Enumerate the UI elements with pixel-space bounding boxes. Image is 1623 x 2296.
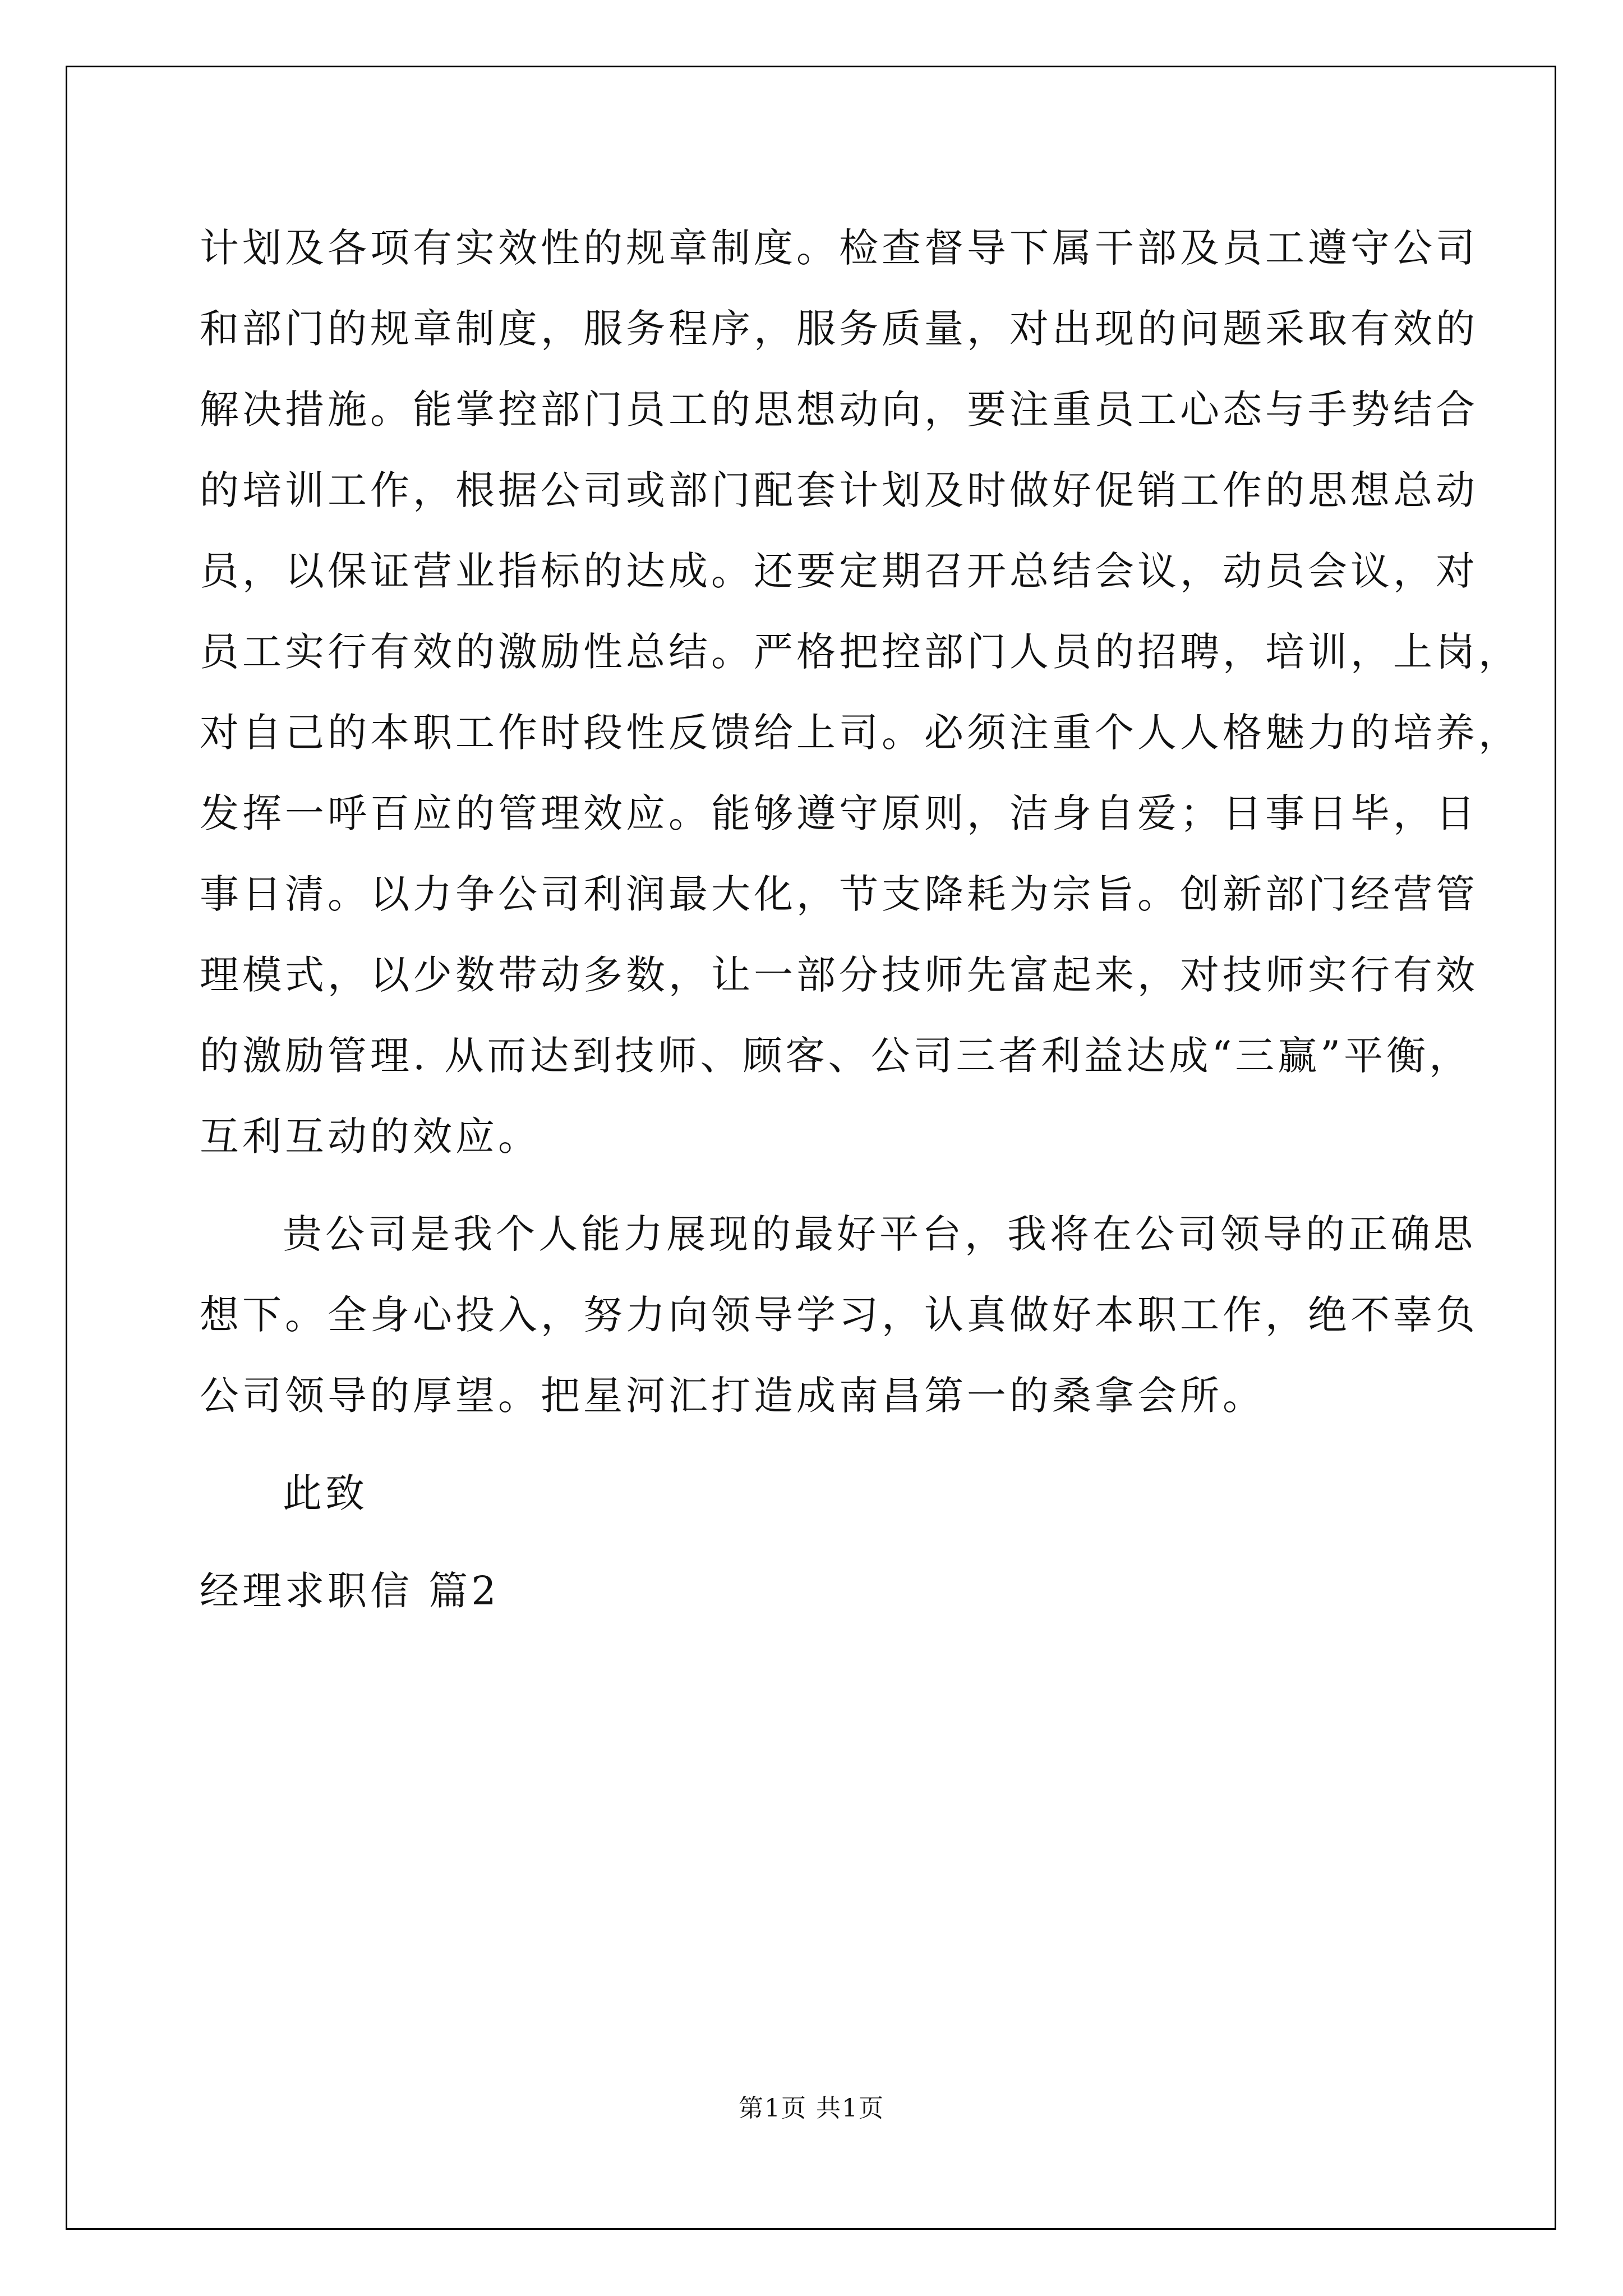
text-line: 想下。全身心投入，努力向领导学习，认真做好本职工作，绝不辜负 <box>200 1292 1478 1338</box>
text-line: 贵公司是我个人能力展现的最好平台，我将在公司领导的正确思 <box>283 1211 1476 1257</box>
closing-salutation: 此致 <box>283 1470 368 1516</box>
paragraph-2 <box>200 1194 1478 1436</box>
text-line: 的培训工作，根据公司或部门配套计划及时做好促销工作的思想总动 <box>200 467 1478 513</box>
text-line: 的激励管理. 从而达到技师、顾客、公司三者利益达成“三赢”平衡， <box>200 1033 1472 1079</box>
text-line: 解决措施。能掌控部门员工的思想动向，要注重员工心态与手势结合 <box>200 386 1478 432</box>
section-heading: 经理求职信 篇2 <box>200 1568 500 1614</box>
page-footer: 第1页 共1页 <box>739 2094 884 2123</box>
text-line: 员工实行有效的激励性总结。严格把控部门人员的招聘，培训，上岗， <box>200 629 1521 675</box>
text-line: 事日清。以力争公司利润最大化，节支降耗为宗旨。创新部门经营管 <box>200 871 1478 917</box>
document-body <box>200 208 1521 1631</box>
text-line: 和部门的规章制度，服务程序，服务质量，对出现的问题采取有效的 <box>200 306 1478 352</box>
text-line: 计划及各项有实效性的规章制度。检查督导下属干部及员工遵守公司 <box>200 225 1478 271</box>
text-line: 员，以保证营业指标的达成。还要定期召开总结会议，动员会议，对 <box>200 548 1478 594</box>
paragraph-gap <box>200 1177 1433 1194</box>
paragraph-gap <box>200 1436 1433 1453</box>
paragraph-gap <box>200 1534 1433 1550</box>
paragraph-1 <box>200 208 1521 1177</box>
text-line: 理模式，以少数带动多数，让一部分技师先富起来，对技师实行有效 <box>200 952 1478 998</box>
text-line: 对自己的本职工作时段性反馈给上司。必须注重个人人格魅力的培养， <box>200 710 1521 756</box>
text-line: 公司领导的厚望。把星河汇打造成南昌第一的桑拿会所。 <box>200 1373 1265 1419</box>
text-line: 互利互动的效应。 <box>200 1114 541 1159</box>
text-line: 发挥一呼百应的管理效应。能够遵守原则，洁身自爱；日事日毕，日 <box>200 790 1478 836</box>
